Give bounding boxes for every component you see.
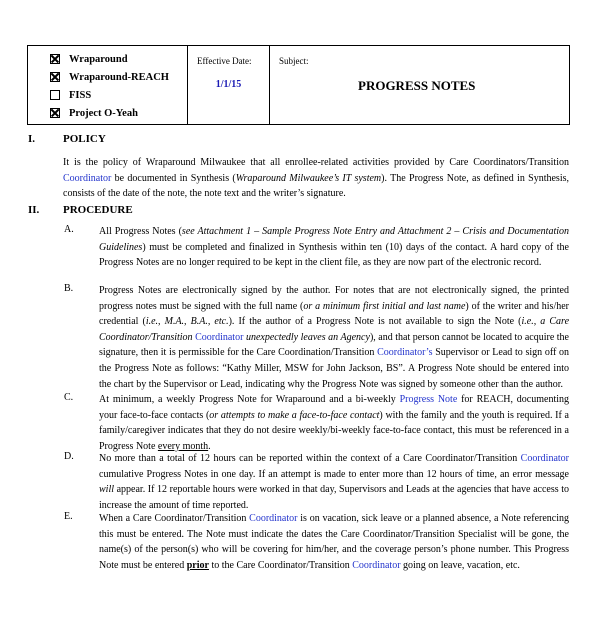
checkbox-label: FISS [69, 89, 92, 101]
emphasis-prior: prior [186, 559, 209, 571]
policy-paragraph: It is the policy of Wraparound Milwaukee that all enrollee-related activities provided by Care Coordinators/Transition Coordinator be documented in Synthesis (Wraparound Milwaukee’s IT system). The Progress Note, as defined in Synthesis, consists of the date of the note, the note text and the writer’s signature. [63, 157, 569, 200]
checkbox-label: Wraparound-REACH [69, 71, 169, 83]
checkbox-checked[interactable] [50, 72, 60, 82]
header-table [27, 45, 570, 125]
item-letter: E. [64, 511, 73, 522]
effective-date-value: 1/1/15 [215, 79, 242, 90]
section-numeral: II. [28, 204, 40, 216]
procedure-item-c: At minimum, a weekly Progress Note for Wraparound and a bi-weekly Progress Note for REACH, documenting your face-to-face contacts (or attempts to make a face-to-face contact) with the family and the youth is required. If a family/caregiver indicates that they do not desire weekly/bi-weekly face-to-face contact, this must be referenced in a Progress Note every month. [99, 394, 570, 452]
item-letter: C. [64, 392, 74, 403]
subject-cell [270, 46, 569, 124]
coordinator-link[interactable]: Coordinator [63, 172, 112, 184]
coordinator-link[interactable]: Coordinator [352, 559, 401, 571]
procedure-item-a: All Progress Notes (see Attachment 1 – Sample Progress Note Entry and Attachment 2 – Crisis and Documentation Guidelines) must be completed and finalized in Synthesis within ten (10) days of the contact. A hard copy of the Progress Notes are no longer required to be kept in the client file, as they are now part of the electronic record. [99, 226, 569, 269]
subject-value: PROGRESS NOTES [358, 78, 476, 93]
checkbox-row-fiss[interactable] [50, 86, 187, 104]
item-letter: B. [64, 283, 74, 294]
checkbox-label: Project O-Yeah [69, 107, 138, 119]
checkbox-label: Wraparound [69, 53, 128, 65]
coordinator-link[interactable]: Coordinator [249, 513, 298, 524]
checkbox-checked[interactable] [50, 54, 60, 64]
effective-date-cell [188, 46, 270, 124]
procedure-item-b: Progress Notes are electronically signed by the author. For notes that are not electronically signed, the printed progress notes must be signed with the full name (or a minimum first initial and last name) of the writer and his/her credential (i.e., M.A., B.A., etc.). If the author of a Progress Note is not available to sign the Note (i.e., a Care Coordinator/Transition Coordinator unexpectedly leaves an Agency), and that person cannot be located to acquire the signature, then it is permissible for the Care Coordination/Transition Coordinator’s Supervisor or Lead to sign off on the Progress Note as follows: “Kathy Miller, MSW for John Jackson, BS”. A Progress Note should be entered into the chart by the Supervisor or Lead, indicating why the Progress Note was signed by someone other than the author. [99, 285, 570, 390]
procedure-item-d: No more than a total of 12 hours can be reported within the context of a Care Coordinator/Transition Coordinator cumulative Progress Notes in one day. If an attempt is made to enter more than 12 hours of time, an error message will appear. If 12 reportable hours were worked in that day, Supervisors and Leads at the agencies that have access to increase the amount of time reported. [99, 453, 569, 511]
item-letter: A. [64, 224, 74, 235]
subject-label: Subject: [279, 56, 309, 66]
checkbox-unchecked[interactable] [50, 90, 60, 100]
checkbox-checked[interactable] [50, 108, 60, 118]
checkbox-row-wraparound[interactable] [50, 50, 187, 68]
program-checkbox-list [28, 46, 188, 124]
coordinator-link[interactable]: Coordinator’s [377, 347, 433, 359]
section-title-procedure: PROCEDURE [63, 204, 133, 216]
coordinator-link[interactable]: Coordinator [520, 453, 569, 464]
progress-note-link[interactable]: Progress Note [399, 394, 458, 405]
item-letter: D. [64, 451, 74, 462]
section-title-policy: POLICY [63, 133, 106, 145]
procedure-item-e: When a Care Coordinator/Transition Coordinator is on vacation, sick leave or a planned absence, a Note referencing this must be entered. The Note must indicate the dates the Care Coordinator/Transition Specialist will be gone, the name(s) of the person(s) who will be covering for him/her, and the coverage person’s phone number. This Progress Note must be entered prior to the Care Coordinator/Transition Coordinator going on leave, vacation, etc. [99, 513, 569, 571]
section-numeral: I. [28, 133, 36, 145]
coordinator-link[interactable]: Coordinator [195, 331, 244, 343]
emphasis-underlined: every month [157, 440, 209, 452]
checkbox-row-wraparound-reach[interactable] [50, 68, 187, 86]
checkbox-row-project-o-yeah[interactable] [50, 104, 187, 122]
effective-date-label: Effective Date: [197, 56, 252, 66]
